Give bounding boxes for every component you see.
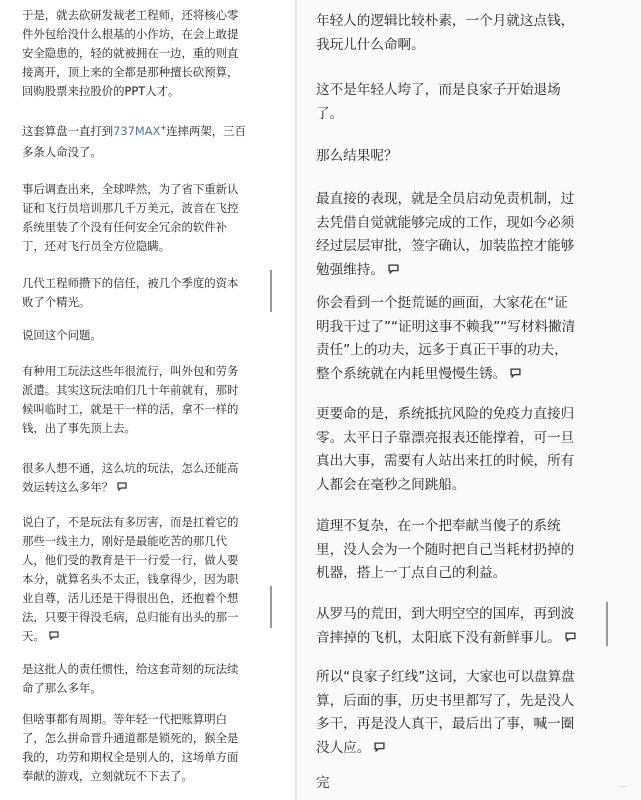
paragraph: 这套算盘一直打到737MAX+连摔两架，三百 多条人命没了。 [22, 124, 246, 159]
paragraph: 有种用工玩法这些年很流行，叫外包和劳务 派遣。其实这玩法咱们几十年前就有，那时 候叫临时工，就是干一样的活，拿不一样的 钱，出了事先顶上去。 [22, 364, 239, 435]
737max-link[interactable]: 737MAX [113, 124, 161, 138]
right-column [297, 0, 641, 800]
comment-icon[interactable] [388, 259, 399, 283]
comment-icon[interactable] [49, 627, 59, 646]
paragraph: 这不是年轻人垮了，而是良家子开始退场 了。 [316, 82, 561, 122]
paragraph: 最直接的表现，就是全员启动免责机制，过 去凭借自觉就能够完成的工作，现如今必须 经过层层审批，签字确认，加装监控才能够 勉强维持。 [316, 188, 630, 282]
left-column [0, 0, 296, 800]
footnote-mark: + [160, 124, 167, 132]
paragraph: 更要命的是，系统抵抗风险的免疫力直接归 零。太平日子靠漂亮报表还能撑着，可一旦 真出大事，需要有人站出来扛的时候，所有 人都会在毫秒之间跳船。 [316, 406, 575, 493]
comment-icon[interactable] [510, 363, 521, 387]
paragraph: 说回这个问题。 [22, 328, 102, 342]
paragraph: 你会看到一个挺荒诞的画面，大家花在“证 明我干过了”“证明这事不赖我”“写材料撇清 责任”上的功夫，远多于真正干事的功夫， 整个系统就在内耗里慢慢生锈。 [316, 292, 630, 386]
paragraph: 是这批人的责任惯性，给这套苛刻的玩法续 命了那么多年。 [22, 662, 239, 695]
scroll-mark [270, 586, 272, 628]
paragraph: 所以“良家子红线”这词，大家也可以盘算盘 算，后面的事，历史书里都写了，先是没人 多干，再是没人真干，最后出了事，喊一圈 没人应。 [316, 666, 630, 760]
scroll-mark [606, 602, 608, 646]
paragraph: 完 [316, 775, 330, 791]
paragraph: 从罗马的荒田，到大明空空的国库，再到波 音摔掉的飞机，太阳底下没有新鲜事儿。 [316, 603, 630, 650]
paragraph: 那么结果呢？ [316, 148, 398, 164]
paragraph: 年轻人的逻辑比较朴素，一个月就这点钱， 我玩儿什么命啊。 [316, 13, 575, 53]
paragraph: 于是，就去砍研发裁老工程师，还将核心零 件外包给没什么根基的小作坊，在会上敢提 安全隐患的，轻的就被拥在一边，重的则直 接离开，顶上来的全都是那种擅长砍预算， 回购股票来拉股价的PPT人才。 [22, 8, 239, 98]
paragraph: 但啥事都有周期。等年轻一代把账算明白 了，怎么拼命晋升通道都是锁死的，猴全是 我的，功劳和期权全是别人的，这场单方面 奉献的游戏，立刻就玩不下去了。 [22, 712, 239, 783]
paragraph: 道理不复杂，在一个把奉献当傻子的系统 里，没人会为一个随时把自己当耗材扔掉的 机器，搭上一丁点自己的利益。 [316, 518, 575, 581]
scroll-mark [270, 270, 272, 312]
comment-icon[interactable] [565, 627, 576, 651]
paragraph: 事后调查出来，全球哗然，为了省下重新认 证和飞行员培训那几千万美元，波音在飞控 系统里装了个没有任何安全冗余的软件补 丁，还对飞行员全方位隐瞒。 [22, 182, 239, 253]
comment-icon[interactable] [374, 737, 385, 761]
paragraph: 几代工程师攒下的信任，被几个季度的资本 败了个精光。 [22, 276, 239, 309]
watermark: ... [618, 780, 627, 790]
paragraph: 很多人想不通，这么坑的玩法，怎么还能高 效运转这么多年？ [22, 459, 284, 497]
paragraph: 说白了，不是玩法有多厉害，而是扛着它的 那些一线主力，刚好是最能吃苦的那几代 人，他们受的教育是干一行爱一行，做人要 本分，就算名头不太正，钱拿得少，因为职 业自尊，活儿还是干得很出色，还抱着个想 法，只要干得没毛病，总归能有出头的那一 天。 [22, 513, 284, 646]
comment-icon[interactable] [117, 478, 127, 497]
